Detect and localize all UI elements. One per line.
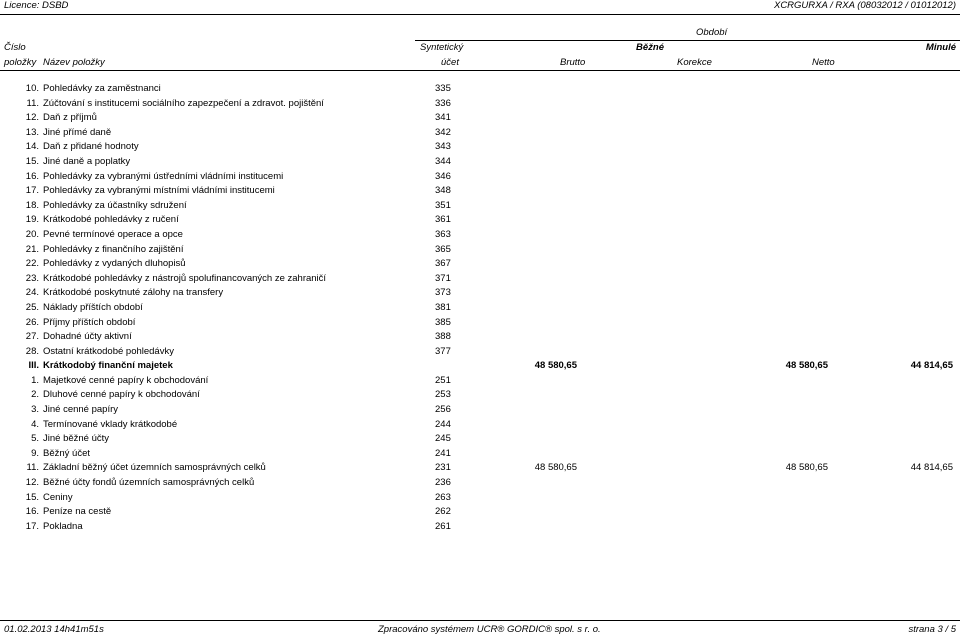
table-row [0,229,960,244]
table-row [0,156,960,171]
row-name: Pohledávky z vydaných dluhopisů [43,258,186,270]
row-account: 251 [435,374,451,386]
row-account: 256 [435,404,451,416]
row-number: 11. [26,97,39,109]
footer-divider [0,620,960,621]
row-account: 245 [435,433,451,445]
row-name: Jiné běžné účty [43,433,110,445]
row-account: 341 [435,112,451,124]
row-name: Krátkodobé pohledávky z nástrojů spolufinancovaných ze zahraničí [43,272,327,284]
row-name: Peníze na cestě [43,506,112,518]
row-name: Krátkodobé pohledávky z ručení [43,214,179,226]
table-row [0,492,960,507]
row-name: Pohledávky za zaměstnanci [43,83,161,94]
row-account: 346 [435,170,451,182]
table-row [0,521,960,536]
row-name: Dohadné účty aktivní [43,331,132,343]
footer-page: strana 3 / 5 [908,624,956,635]
table-row [0,375,960,390]
row-previous: 44 814,65 [910,360,953,372]
header-divider [0,14,960,15]
col-minule: Minulé [925,42,956,53]
col-obdobi: Období [696,27,728,38]
col-bezne: Běžné [636,42,664,53]
footer-timestamp: 01.02.2013 14h41m51s [4,624,104,635]
row-number: 4. [31,418,39,430]
row-number: 16. [25,170,39,182]
row-account: 348 [435,185,451,197]
row-account: 381 [435,301,451,313]
col-brutto: Brutto [560,57,586,68]
row-name: Jiné cenné papíry [43,404,118,416]
table-row [0,171,960,186]
row-name: Náklady příštích období [43,301,143,313]
row-account: 365 [435,243,451,255]
table-row [0,141,960,156]
row-number: 19. [25,214,39,226]
table-row [0,200,960,215]
table-row [0,331,960,346]
col-nazev-polozky: Název položky [43,57,105,68]
row-name: Základní běžný účet územních samosprávných celků [43,462,266,474]
row-previous: 44 814,65 [910,462,953,474]
row-number: 14. [25,141,39,153]
row-name: Jiné daně a poplatky [43,155,131,167]
row-number: 23. [25,272,39,284]
row-number: 28. [25,345,39,357]
row-number: 12. [25,112,39,124]
row-netto: 48 580,65 [785,360,828,372]
row-account: 385 [435,316,451,328]
table-row [0,98,960,113]
row-name: Pohledávky za vybranými ústředními vládními institucemi [43,170,284,182]
row-name: Krátkodobý finanční majetek [43,360,173,372]
row-number: 26. [25,316,39,328]
row-name: Běžný účet [43,447,90,459]
row-name: Příjmy příštích období [43,316,136,328]
row-number: 17. [25,520,39,532]
row-name: Jiné přímé daně [43,126,112,138]
row-brutto: 48 580,65 [534,462,577,474]
table-row [0,419,960,434]
footer-processed-by: Zpracováno systémem UCR® GORDIC® spol. s r. o. [378,624,601,635]
col-korekce: Korekce [677,57,712,68]
section-row [0,360,960,375]
row-account: 342 [435,126,451,138]
table-row [0,346,960,361]
table-row [0,127,960,142]
table-row [0,302,960,317]
row-account: 351 [435,199,451,211]
row-number: 22. [25,258,39,270]
row-name: Daň z přidané hodnoty [43,141,139,153]
table-row [0,185,960,200]
row-netto: 48 580,65 [785,462,828,474]
row-account: 262 [435,506,451,518]
table-row [0,404,960,419]
columns-divider [0,70,960,71]
row-account: 388 [435,331,451,343]
period-divider [415,40,960,41]
table-row [0,214,960,229]
row-account: 336 [435,97,451,109]
row-number: 2. [31,389,39,401]
row-name: Dluhové cenné papíry k obchodování [43,389,200,401]
row-account: 344 [435,155,451,167]
row-number: 13. [25,126,39,138]
table-row [0,448,960,463]
table-row [0,389,960,404]
row-account: 263 [435,491,451,503]
row-number: 12. [25,477,39,489]
row-name: Pohledávky za vybranými místními vládními institucemi [43,185,275,197]
table-row [0,244,960,259]
row-number: 9. [31,447,39,459]
report-id: XCRGURXA / RXA (08032012 / 01012012) [773,0,956,11]
row-name: Krátkodobé poskytnuté zálohy na transfery [43,287,224,299]
row-account: 363 [435,228,451,240]
row-number: 25. [25,301,39,313]
row-account: 343 [435,141,451,153]
row-name: Pevné termínové operace a opce [43,228,183,240]
row-account: 373 [435,287,451,299]
row-number: 15. [25,155,39,167]
row-number: 1. [31,374,39,386]
row-name: Běžné účty fondů územních samosprávných celků [43,477,255,489]
row-account: 241 [435,447,451,459]
table-row [0,477,960,492]
row-number: 21. [25,243,39,255]
row-name: Zúčtování s institucemi sociálního zapezpečení a zdravot. pojištění [43,97,324,109]
report-rows [0,83,960,535]
table-row [0,258,960,273]
row-number: 11. [26,462,39,474]
table-row [0,462,960,477]
row-number: 10. [25,83,39,94]
licence-label: Licence: DSBD [4,0,69,11]
col-netto: Netto [812,57,835,68]
row-account: 231 [435,462,451,474]
row-name: Daň z příjmů [43,112,97,124]
table-row [0,287,960,302]
row-number: 17. [25,185,39,197]
col-polozky: položky [4,57,37,68]
row-name: Ostatní krátkodobé pohledávky [43,345,174,357]
row-account: 244 [435,418,451,430]
col-ucet: účet [441,57,459,68]
row-number: 5. [31,433,39,445]
row-number: 27. [25,331,39,343]
row-account: 261 [435,520,451,532]
row-account: 253 [435,389,451,401]
row-name: Majetkové cenné papíry k obchodování [43,374,209,386]
row-account: 377 [435,345,451,357]
table-row [0,273,960,288]
row-account: 236 [435,477,451,489]
row-name: Ceniny [43,491,73,503]
row-account: 371 [435,272,451,284]
row-number: 15. [25,491,39,503]
row-number: 20. [25,228,39,240]
row-name: Pokladna [43,520,83,532]
row-number: 3. [31,404,39,416]
table-row [0,506,960,521]
table-row [0,317,960,332]
row-account: 367 [435,258,451,270]
row-number: III. [28,360,39,372]
row-number: 16. [25,506,39,518]
row-number: 24. [25,287,39,299]
row-name: Pohledávky za účastníky sdružení [43,199,187,211]
table-row [0,83,960,98]
table-row [0,433,960,448]
row-brutto: 48 580,65 [534,360,577,372]
col-syntheticky: Syntetický [420,42,464,53]
row-number: 18. [25,199,39,211]
table-row [0,112,960,127]
row-account: 361 [435,214,451,226]
row-account: 335 [435,83,451,94]
row-name: Termínované vklady krátkodobé [43,418,178,430]
col-cislo: Číslo [4,42,26,53]
row-name: Pohledávky z finančního zajištění [43,243,184,255]
